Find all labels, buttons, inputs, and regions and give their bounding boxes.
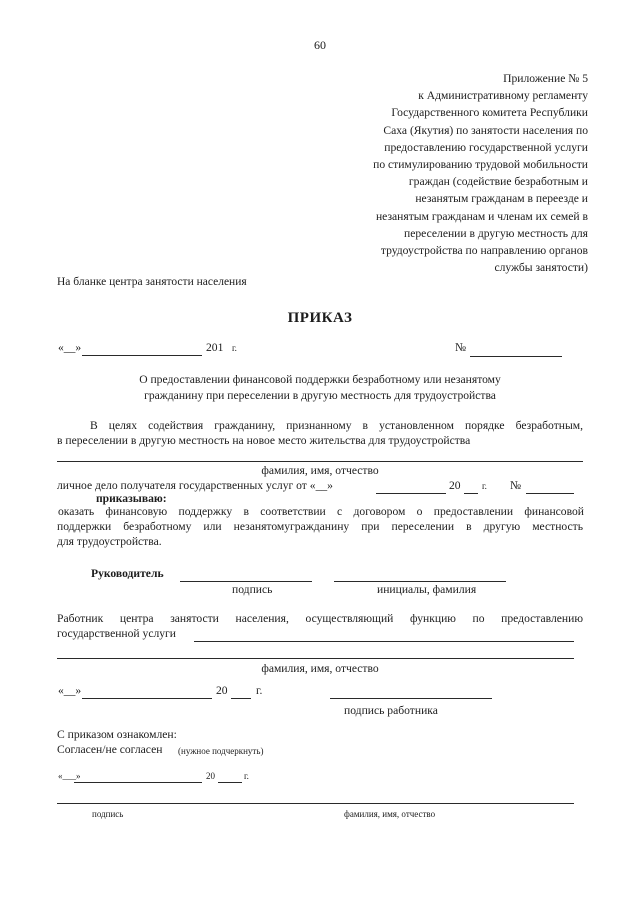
appendix-note bbox=[373, 70, 588, 276]
subject bbox=[0, 372, 640, 404]
personal-file-year: 20 bbox=[449, 479, 461, 492]
blank-note: На бланке центра занятости населения bbox=[57, 276, 247, 288]
date2-open: «__» bbox=[58, 684, 82, 697]
worker-fio-blank[interactable] bbox=[57, 658, 574, 659]
worker-service-blank[interactable] bbox=[194, 641, 574, 642]
date2-year-blank[interactable] bbox=[231, 698, 251, 699]
subject-line: О предоставлении финансовой поддержки безработному или незанятому bbox=[139, 373, 501, 386]
appendix-line: незанятым гражданам и членам их семей в bbox=[375, 209, 588, 223]
date3-year-suffix: г. bbox=[244, 771, 249, 781]
personal-file-number-label: № bbox=[510, 479, 522, 492]
date2-blank[interactable] bbox=[82, 698, 212, 699]
date3-year: 20 bbox=[206, 771, 215, 781]
bottom-fio-caption: фамилия, имя, отчество bbox=[344, 809, 436, 819]
date3-open: «___» bbox=[58, 771, 81, 781]
worker-line: государственной услуги bbox=[57, 627, 177, 640]
order-number-label: № bbox=[455, 341, 467, 354]
order-line: поддержки безработному или незанятомугражданину при переселении в другую местность bbox=[57, 520, 583, 533]
page-number: 60 bbox=[314, 38, 326, 52]
appendix-line: трудоустройства по направлению органов bbox=[380, 244, 588, 258]
ack-line: С приказом ознакомлен: bbox=[57, 728, 177, 741]
bottom-signature-blank[interactable] bbox=[57, 803, 574, 804]
head-initials-blank[interactable] bbox=[334, 581, 506, 582]
fio-caption: фамилия, имя, отчество bbox=[261, 662, 379, 675]
worker-signature-caption: подпись работника bbox=[344, 704, 438, 717]
appendix-line: переселении в другую местность для bbox=[404, 226, 588, 240]
appendix-line: Приложение № 5 bbox=[503, 72, 588, 85]
personal-file-number-blank[interactable] bbox=[526, 493, 574, 494]
bottom-signature-caption: подпись bbox=[92, 809, 124, 819]
personal-file-year-blank[interactable] bbox=[464, 493, 478, 494]
date-blank[interactable] bbox=[82, 355, 202, 356]
signature-caption: подпись bbox=[232, 583, 273, 596]
date3-blank[interactable] bbox=[74, 782, 202, 783]
appendix-line: граждан (содействие безработным и bbox=[408, 175, 588, 189]
date-open: «__» bbox=[58, 341, 82, 354]
appendix-line: предоставлению государственной услуги bbox=[384, 140, 588, 154]
order-line: оказать финансовую поддержку в соответствии с договором о предоставлении финансовой bbox=[58, 505, 584, 518]
date-year-suffix: г. bbox=[232, 343, 237, 353]
appendix-line: Государственного комитета Республики bbox=[391, 106, 588, 120]
ack-note: (нужное подчеркнуть) bbox=[178, 746, 264, 756]
initials-caption: инициалы, фамилия bbox=[377, 583, 477, 596]
personal-file-year-suffix: г. bbox=[482, 481, 487, 491]
appendix-line: к Административному регламенту bbox=[418, 89, 588, 103]
paragraph-line: В целях содействия гражданину, признанному в установленном порядке безработным, bbox=[90, 419, 583, 432]
head-label: Руководитель bbox=[91, 567, 164, 580]
order-word: приказываю: bbox=[96, 492, 167, 505]
date3-year-blank[interactable] bbox=[218, 782, 242, 783]
worker-signature-blank[interactable] bbox=[330, 698, 492, 699]
ack-line: Согласен/не согласен bbox=[57, 743, 163, 756]
date-year: 201 bbox=[206, 341, 224, 354]
appendix-line: службы занятости) bbox=[494, 261, 588, 275]
order-number-blank[interactable] bbox=[470, 356, 562, 357]
paragraph-line: в переселении в другую местность на новое место жительства для трудоустройства bbox=[57, 434, 471, 447]
date2-year-suffix: г. bbox=[256, 684, 263, 697]
head-signature-blank[interactable] bbox=[180, 581, 312, 582]
personal-file-date-blank[interactable] bbox=[376, 493, 446, 494]
appendix-line: незанятым гражданам в переезде и bbox=[415, 192, 588, 206]
subject-line: гражданину при переселении в другую местность для трудоустройства bbox=[144, 389, 496, 402]
date2-year: 20 bbox=[216, 684, 228, 697]
personal-file-text: личное дело получателя государственных услуг от «__» bbox=[57, 479, 333, 492]
appendix-line: по стимулированию трудовой мобильности bbox=[373, 158, 588, 172]
appendix-line: Саха (Якутия) по занятости населения по bbox=[383, 123, 588, 137]
fio-blank[interactable] bbox=[57, 461, 583, 462]
document-title: ПРИКАЗ bbox=[287, 310, 353, 326]
fio-caption: фамилия, имя, отчество bbox=[261, 464, 379, 477]
worker-line: Работник центра занятости населения, осуществляющий функцию по предоставлению bbox=[57, 612, 583, 625]
order-line: для трудоустройства. bbox=[57, 535, 162, 548]
